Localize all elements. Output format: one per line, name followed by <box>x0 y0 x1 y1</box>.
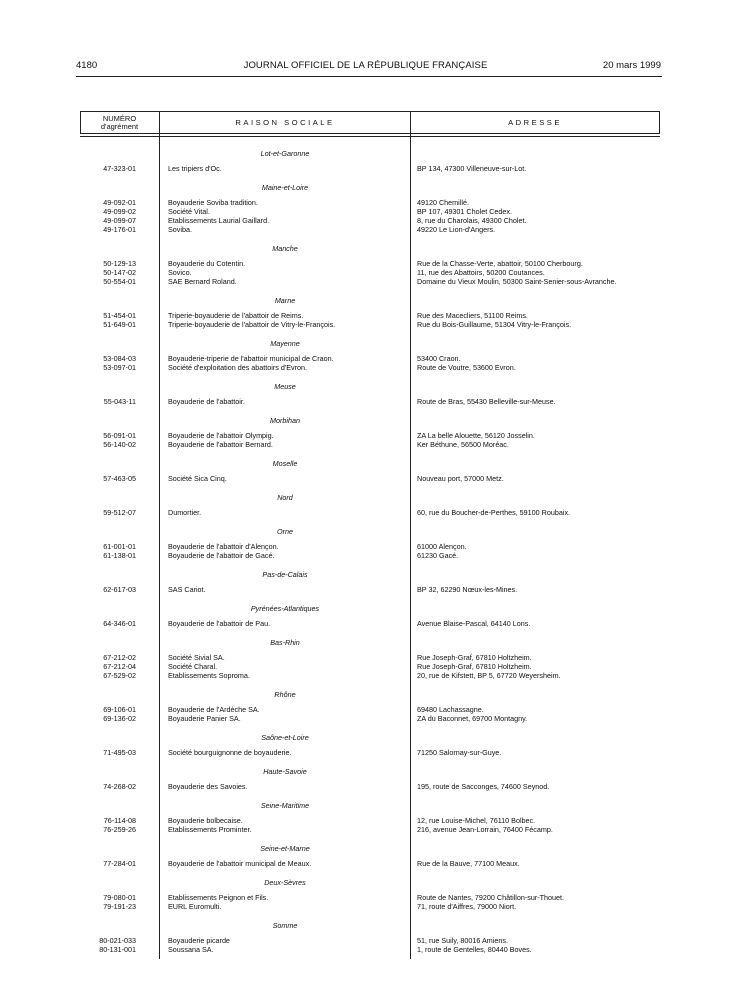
department-section <box>80 878 660 921</box>
department-name: Haute-Savoie <box>263 767 307 776</box>
department-entries <box>80 198 660 234</box>
table-row <box>80 363 660 372</box>
raison-sociale: SAE Bernard Roland. <box>168 277 237 286</box>
department-entries <box>80 816 660 834</box>
adresse: Rue du Bois-Guillaume, 51304 Vitry-le-François. <box>417 320 572 329</box>
raison-sociale: Société Sica Cinq. <box>168 474 227 483</box>
department-section <box>80 801 660 844</box>
department-section <box>80 767 660 801</box>
table-row <box>80 653 660 662</box>
header-bottom-border-double <box>80 136 660 137</box>
table-row <box>80 207 660 216</box>
department-name: Nord <box>277 493 293 502</box>
raison-sociale: Boyauderie Panier SA. <box>168 714 241 723</box>
agrement-number: 56-091-01 <box>103 431 136 440</box>
adresse: Avenue Blaise-Pascal, 64140 Lons. <box>417 619 531 628</box>
department-name: Somme <box>272 921 298 930</box>
department-entries <box>80 164 660 173</box>
agrement-number: 50-554-01 <box>103 277 136 286</box>
agrement-number: 51-454-01 <box>103 311 136 320</box>
table-row <box>80 619 660 628</box>
column-header-numero <box>80 115 159 131</box>
agrement-number: 69-136-02 <box>103 714 136 723</box>
raison-sociale: Sovico. <box>168 268 192 277</box>
agrement-number: 49-099-02 <box>103 207 136 216</box>
agrement-number: 61-138-01 <box>103 551 136 560</box>
department-entries <box>80 259 660 286</box>
adresse: 12, rue Louise-Michel, 76110 Bolbec. <box>417 816 536 825</box>
adresse: BP 134, 47300 Villeneuve-sur-Lot. <box>417 164 527 173</box>
table-row <box>80 431 660 440</box>
table-row <box>80 268 660 277</box>
adresse: Domaine du Vieux Moulin, 50300 Saint-Senier-sous-Avranche. <box>417 277 617 286</box>
table-right-border <box>659 111 660 133</box>
agrement-number: 80-021-033 <box>99 936 136 945</box>
adresse: Route de Bras, 55430 Belleville-sur-Meuse. <box>417 397 556 406</box>
raison-sociale: Boyauderie bolbecaise. <box>168 816 243 825</box>
page-header <box>0 60 731 74</box>
adresse: 69480 Lachassagne. <box>417 705 484 714</box>
raison-sociale: Boyauderie picarde <box>168 936 230 945</box>
department-section <box>80 733 660 767</box>
department-name: Pyrénées-Atlantiques <box>250 604 320 613</box>
department-name: Deux-Sèvres <box>264 878 306 887</box>
agrement-number: 67-212-02 <box>103 653 136 662</box>
adresse: 195, route de Sacconges, 74600 Seynod. <box>417 782 550 791</box>
table-row <box>80 936 660 945</box>
table-row <box>80 542 660 551</box>
raison-sociale: Etablissements Peignon et Fils. <box>168 893 269 902</box>
department-entries <box>80 431 660 449</box>
agrement-number: 53-097-01 <box>103 363 136 372</box>
agrement-number: 49-092-01 <box>103 198 136 207</box>
agrement-table <box>80 111 660 959</box>
agrement-number: 64-346-01 <box>103 619 136 628</box>
department-section <box>80 459 660 493</box>
adresse: BP 107, 49301 Cholet Cedex. <box>417 207 512 216</box>
department-section <box>80 921 660 964</box>
adresse: 8, rue du Charolais, 49300 Cholet. <box>417 216 527 225</box>
table-row <box>80 277 660 286</box>
agrement-number: 67-212-04 <box>103 662 136 671</box>
table-row <box>80 216 660 225</box>
raison-sociale: Boyauderie de l'abattoir d'Alençon. <box>168 542 279 551</box>
raison-sociale: Société Vital. <box>168 207 210 216</box>
adresse: Rue Joseph-Graf, 67810 Holtzheim. <box>417 653 532 662</box>
adresse: 49120 Chemillé. <box>417 198 469 207</box>
adresse: ZA La belle Alouette, 56120 Josselin. <box>417 431 535 440</box>
table-row <box>80 705 660 714</box>
table-row <box>80 662 660 671</box>
department-entries <box>80 311 660 329</box>
department-section <box>80 527 660 570</box>
department-name: Seine-Maritime <box>260 801 310 810</box>
department-section <box>80 844 660 878</box>
raison-sociale: Boyauderie du Cotentin. <box>168 259 246 268</box>
table-row <box>80 748 660 757</box>
department-entries <box>80 748 660 757</box>
agrement-number: 51-649-01 <box>103 320 136 329</box>
department-entries <box>80 542 660 560</box>
department-name: Bas-Rhin <box>270 638 300 647</box>
agrement-number: 62-617-03 <box>103 585 136 594</box>
table-body <box>80 149 660 964</box>
department-entries <box>80 619 660 628</box>
table-row <box>80 825 660 834</box>
table-row <box>80 397 660 406</box>
department-entries <box>80 653 660 680</box>
department-name: Mayenne <box>270 339 300 348</box>
department-entries <box>80 474 660 483</box>
agrement-number: 76-114-08 <box>103 816 136 825</box>
table-top-border <box>80 111 660 112</box>
agrement-number: 67-529-02 <box>103 671 136 680</box>
journal-title: JOURNAL OFFICIEL DE LA RÉPUBLIQUE FRANÇAISE <box>243 60 488 71</box>
raison-sociale: Boyauderie de l'Ardèche SA. <box>168 705 260 714</box>
department-name: Orne <box>277 527 293 536</box>
table-row <box>80 585 660 594</box>
agrement-number: 47-323-01 <box>103 164 136 173</box>
department-section <box>80 339 660 382</box>
raison-sociale: Boyauderie des Savoies. <box>168 782 248 791</box>
adresse: Route de Nantes, 79200 Châtillon-sur-Thouet. <box>417 893 565 902</box>
table-row <box>80 225 660 234</box>
table-row <box>80 782 660 791</box>
table-row <box>80 259 660 268</box>
agrement-number: 79-080-01 <box>103 893 136 902</box>
table-row <box>80 714 660 723</box>
department-name: Morbihan <box>270 416 300 425</box>
table-row <box>80 440 660 449</box>
department-entries <box>80 782 660 791</box>
agrement-number: 57-463-05 <box>103 474 136 483</box>
raison-sociale: Boyauderie de l'abattoir de Pau. <box>168 619 271 628</box>
agrement-number: 50-129-13 <box>103 259 136 268</box>
adresse: 20, rue de Kifstett, BP 5, 67720 Weyersheim. <box>417 671 561 680</box>
department-section <box>80 244 660 296</box>
adresse: Ker Béthune, 56500 Moréac. <box>417 440 509 449</box>
department-section <box>80 604 660 638</box>
department-section <box>80 416 660 459</box>
department-entries <box>80 397 660 406</box>
table-row <box>80 893 660 902</box>
header-rule <box>76 76 662 77</box>
issue-date: 20 mars 1999 <box>602 60 661 71</box>
raison-sociale: Dumortier. <box>168 508 202 517</box>
department-name: Meuse <box>274 382 296 391</box>
column-header-numero-line1: NUMÉRO <box>102 114 137 123</box>
table-row <box>80 551 660 560</box>
agrement-number: 61-001-01 <box>103 542 136 551</box>
department-section <box>80 183 660 244</box>
adresse: ZA du Baconnet, 69700 Montagny. <box>417 714 528 723</box>
column-header-raison-sociale: RAISON SOCIALE <box>235 118 335 127</box>
department-entries <box>80 936 660 954</box>
department-name: Seine-et-Marne <box>260 844 310 853</box>
department-name: Marne <box>274 296 296 305</box>
raison-sociale: Boyauderie Soviba tradition. <box>168 198 258 207</box>
department-section <box>80 493 660 527</box>
agrement-number: 56-140-02 <box>103 440 136 449</box>
raison-sociale: EURL Euromulti. <box>168 902 222 911</box>
table-row <box>80 859 660 868</box>
table-row <box>80 198 660 207</box>
raison-sociale: Soviba. <box>168 225 192 234</box>
raison-sociale: Triperie-boyauderie de l'abattoir de Reims. <box>168 311 304 320</box>
raison-sociale: Boyauderie de l'abattoir Olympig. <box>168 431 274 440</box>
agrement-number: 49-176-01 <box>103 225 136 234</box>
page-number: 4180 <box>76 60 98 71</box>
raison-sociale: Société Sivial SA. <box>168 653 225 662</box>
department-section <box>80 638 660 690</box>
table-row <box>80 320 660 329</box>
agrement-number: 49-099-07 <box>103 216 136 225</box>
adresse: 71, route d'Aiffres, 79000 Niort. <box>417 902 517 911</box>
agrement-number: 59-512-07 <box>103 508 136 517</box>
department-section <box>80 296 660 339</box>
raison-sociale: Soussana SA. <box>168 945 214 954</box>
department-name: Pas-de-Calais <box>262 570 308 579</box>
raison-sociale: Société Charal. <box>168 662 218 671</box>
adresse: 51, rue Suily, 80016 Amiens. <box>417 936 508 945</box>
adresse: 71250 Salornay-sur-Guye. <box>417 748 502 757</box>
raison-sociale: Boyauderie de l'abattoir. <box>168 397 245 406</box>
adresse: Route de Voutre, 53600 Evron. <box>417 363 516 372</box>
raison-sociale: Triperie-boyauderie de l'abattoir de Vitry-le-François. <box>168 320 336 329</box>
agrement-number: 77-284-01 <box>103 859 136 868</box>
raison-sociale: Etablissements Soproma. <box>168 671 250 680</box>
adresse: 216, avenue Jean-Lorrain, 76400 Fécamp. <box>417 825 553 834</box>
agrement-number: 80-131-001 <box>99 945 136 954</box>
adresse: 61000 Alençon. <box>417 542 467 551</box>
department-section <box>80 690 660 733</box>
department-name: Lot-et-Garonne <box>260 149 310 158</box>
table-row <box>80 816 660 825</box>
raison-sociale: Etablissements Laurial Gaillard. <box>168 216 270 225</box>
department-entries <box>80 585 660 594</box>
department-entries <box>80 705 660 723</box>
adresse: Rue de la Chasse-Verte, abattoir, 50100 Cherbourg. <box>417 259 583 268</box>
adresse: Rue Joseph-Graf, 67810 Holtzheim. <box>417 662 532 671</box>
adresse: 60, rue du Boucher-de-Perthes, 59100 Roubaix. <box>417 508 571 517</box>
table-row <box>80 902 660 911</box>
agrement-number: 71-495-03 <box>103 748 136 757</box>
raison-sociale: Boyauderie de l'abattoir de Gacé. <box>168 551 275 560</box>
raison-sociale: SAS Cariot. <box>168 585 206 594</box>
department-section <box>80 570 660 604</box>
adresse: 49220 Le Lion-d'Angers. <box>417 225 496 234</box>
table-row <box>80 508 660 517</box>
agrement-number: 76-259-26 <box>103 825 136 834</box>
department-entries <box>80 508 660 517</box>
adresse: 1, route de Gentelles, 80440 Boves. <box>417 945 532 954</box>
column-header-numero-line2: d'agrément <box>100 122 139 131</box>
adresse: 53400 Craon. <box>417 354 461 363</box>
department-section <box>80 382 660 416</box>
department-name: Saône-et-Loire <box>261 733 309 742</box>
agrement-number: 50-147-02 <box>103 268 136 277</box>
adresse: Nouveau port, 57000 Metz. <box>417 474 504 483</box>
adresse: 11, rue des Abattoirs, 50200 Coutances. <box>417 268 545 277</box>
adresse: 61230 Gacé. <box>417 551 459 560</box>
header-bottom-border <box>80 133 660 134</box>
table-row <box>80 474 660 483</box>
raison-sociale: Etablissements Prominter. <box>168 825 252 834</box>
table-row <box>80 671 660 680</box>
adresse: BP 32, 62290 Nœux-les-Mines. <box>417 585 518 594</box>
adresse: Rue des Macecliers, 51100 Reims. <box>417 311 528 320</box>
department-section <box>80 149 660 183</box>
table-row <box>80 164 660 173</box>
department-name: Moselle <box>272 459 298 468</box>
column-header-adresse: ADRESSE <box>508 118 562 127</box>
raison-sociale: Société d'exploitation des abattoirs d'Evron. <box>168 363 307 372</box>
department-name: Manche <box>272 244 298 253</box>
department-entries <box>80 893 660 911</box>
department-entries <box>80 354 660 372</box>
agrement-number: 53-084-03 <box>103 354 136 363</box>
raison-sociale: Boyauderie-triperie de l'abattoir municipal de Craon. <box>168 354 334 363</box>
raison-sociale: Les tripiers d'Oc. <box>168 164 222 173</box>
adresse: Rue de la Bauve, 77100 Meaux. <box>417 859 520 868</box>
table-row <box>80 945 660 954</box>
agrement-number: 79-191-23 <box>103 902 136 911</box>
raison-sociale: Boyauderie de l'abattoir Bernard. <box>168 440 273 449</box>
agrement-number: 74-268-02 <box>103 782 136 791</box>
department-name: Maine-et-Loire <box>261 183 309 192</box>
department-name: Rhône <box>274 690 296 699</box>
raison-sociale: Société bourguignonne de boyauderie. <box>168 748 292 757</box>
table-row <box>80 354 660 363</box>
table-row <box>80 311 660 320</box>
raison-sociale: Boyauderie de l'abattoir municipal de Meaux. <box>168 859 312 868</box>
agrement-number: 55-043-11 <box>103 397 136 406</box>
department-entries <box>80 859 660 868</box>
agrement-number: 69-106-01 <box>103 705 136 714</box>
